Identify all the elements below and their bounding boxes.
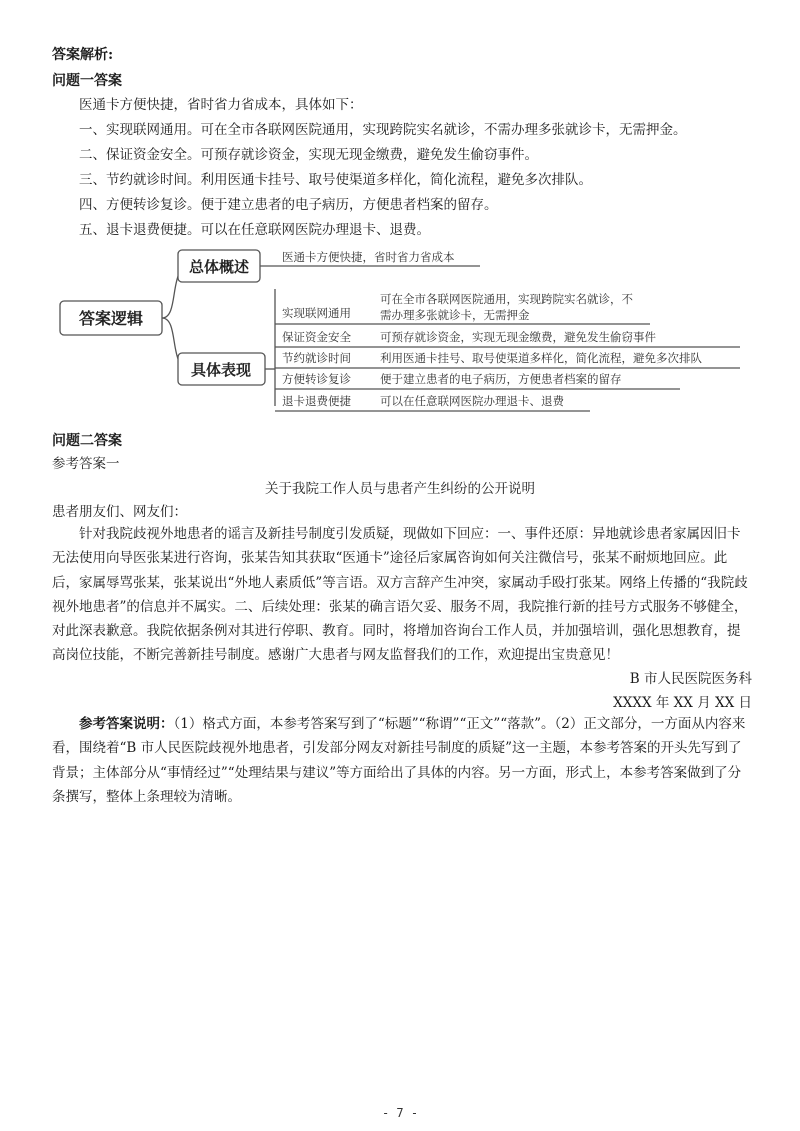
statement-signature: B 市人民医院医务科	[629, 671, 752, 687]
detail-item-label-1: 实现联网通用	[282, 306, 351, 320]
q1-intro: 医通卡方便快捷，省时省力省成本，具体如下：	[79, 97, 363, 113]
detail-item-text-1a: 可在全市各联网医院通用，实现跨院实名就诊，不	[380, 292, 633, 306]
q1-point-1: 一、实现联网通用。可在全市各联网医院通用，实现跨院实名就诊，不需办理多张就诊卡，无需押金。	[79, 122, 687, 138]
q1-heading: 问题一答案	[52, 73, 122, 89]
detail-item-text-4: 便于建立患者的电子病历，方便患者档案的留存	[380, 372, 622, 386]
detail-item-label-5: 退卡退费便捷	[282, 394, 351, 408]
root-node-label: 答案逻辑	[78, 309, 144, 328]
q1-point-4: 四、方便转诊复诊。便于建立患者的电子病历，方便患者档案的留存。	[79, 197, 498, 213]
q2-reference-label: 参考答案一	[52, 456, 120, 472]
q1-point-3: 三、节约就诊时间。利用医通卡挂号、取号使渠道多样化，简化流程，避免多次排队。	[79, 172, 592, 188]
detail-item-text-1b: 需办理多张就诊卡，无需押金	[380, 308, 530, 322]
statement-date: XXXX 年 XX 月 XX 日	[613, 695, 752, 711]
page-number: - 7 -	[381, 1106, 419, 1120]
overview-node-label: 总体概述	[188, 258, 250, 276]
q2-heading: 问题二答案	[52, 433, 122, 449]
statement-title: 关于我院工作人员与患者产生纠纷的公开说明	[265, 481, 535, 497]
statement-body	[52, 522, 752, 668]
detail-item-text-3: 利用医通卡挂号、取号使渠道多样化，简化流程，避免多次排队	[380, 351, 702, 365]
q1-point-5: 五、退卡退费便捷。可以在任意联网医院办理退卡、退费。	[79, 222, 430, 238]
analysis-heading: 答案解析:	[52, 47, 114, 63]
q1-point-2: 二、保证资金安全。可预存就诊资金，实现无现金缴费，避免发生偷窃事件。	[79, 147, 538, 163]
reference-note-text: （1）格式方面，本参考答案写到了“标题”“称谓”“正文”“落款”。（2）正文部分，一方面从内容来看，围绕着“B 市人民医院歧视外地患者，引发部分网友对新挂号制度的质疑”这一主题，本参考答案的开头先写到了背景；主体部分从“事情经过”“处理结果与建议”等方面给出了具体的内容。另一方面，形式上，本参考答案做到了分条撰写，整体上条理较为清晰。	[52, 716, 746, 805]
overview-text: 医通卡方便快捷，省时省力省成本	[282, 250, 455, 264]
reference-note-label: 参考答案说明：	[79, 716, 174, 732]
answer-logic-diagram	[50, 244, 760, 420]
reference-note	[52, 712, 752, 809]
detail-item-label-3: 节约就诊时间	[282, 351, 351, 365]
statement-salutation: 患者朋友们、网友们：	[52, 504, 187, 520]
detail-item-label-2: 保证资金安全	[282, 330, 351, 344]
statement-body-text: 针对我院歧视外地患者的谣言及新挂号制度引发质疑，现做如下回应：一、事件还原：异地就诊患者家属因旧卡无法使用向导医张某进行咨询，张某告知其获取“医通卡”途径后家属咨询如何关注微信号，张某不耐烦地回应。此后，家属辱骂张某，张某说出“外地人素质低”等言语。双方言辞产生冲突，家属动手殴打张某。网络上传播的“我院歧视外地患者”的信息并不属实。二、后续处理：张某的确言语欠妥、服务不周，我院推行新的挂号方式服务不够健全，对此深表歉意。我院依据条例对其进行停职、教育。同时，将增加咨询台工作人员，并加强培训，强化思想教育，提高岗位技能，不断完善新挂号制度。感谢广大患者与网友监督我们的工作，欢迎提出宝贵意见！	[52, 526, 748, 664]
detail-item-text-2: 可预存就诊资金，实现无现金缴费，避免发生偷窃事件	[380, 330, 656, 344]
detail-node-label: 具体表现	[190, 361, 252, 379]
detail-item-text-5: 可以在任意联网医院办理退卡、退费	[380, 394, 564, 408]
detail-item-label-4: 方便转诊复诊	[282, 372, 351, 386]
